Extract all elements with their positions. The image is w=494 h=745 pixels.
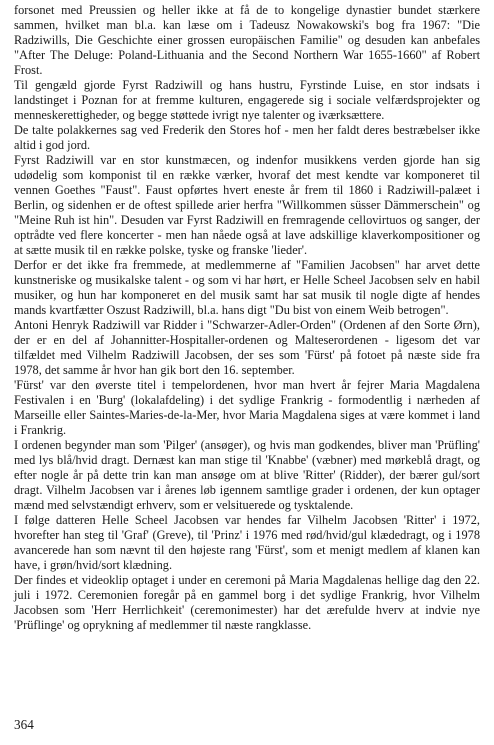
paragraph-9: I følge datteren Helle Scheel Jacobsen var hendes far Vilhelm Jacobsen 'Ritter' i 1972, hvorefter han steg til 'Graf' (Greve), til 'Prinz' i 1976 med rød/hvid/gul klædedragt, og i 1978 avancerede han som nævnt til den højeste rang 'Fürst', som et menigt medlem af klanen kan have, i grøn/hvid/sort klædning. bbox=[14, 513, 480, 572]
paragraph-2: Til gengæld gjorde Fyrst Radziwill og hans hustru, Fyrstinde Luise, en stor indsats i landstinget i Poznan for at fremme kulturen, engagerede sig i sociale velfærdsprojekter og menneskerettigheder, og begge støttede ivrigt nye talenter og iværksættere. bbox=[14, 78, 480, 122]
page-number: 364 bbox=[14, 717, 34, 732]
paragraph-7: 'Fürst' var den øverste titel i tempelordenen, hvor man hvert år fejrer Maria Magdalena Festivalen i en 'Burg' (lokalafdeling) i det sydlige Frankrig - formodentlig i nærheden af Marseille eller Saintes-Maries-de-la-Mer, hvor Maria Magdalena siges at være kommet i land i Frankrig. bbox=[14, 378, 480, 437]
paragraph-5: Derfor er det ikke fra fremmede, at medlemmerne af "Familien Jacobsen" har arvet dette kunstneriske og musikalske talent - og som vi har hørt, er Helle Scheel Jacobsen selv en habil musiker, og hun har komponeret en del musik samt har sat musik til nogle digte af hendes mands kvartfætter Oszust Radziwill, bl.a. hans digt "Du bist von einem Weib betrogen". bbox=[14, 258, 480, 317]
paragraph-1: forsonet med Preussien og heller ikke at få de to kongelige dynastier bundet stærkere sammen, hvilket man bl.a. kan læse om i Tadeusz Nowakowski's bog fra 1967: "Die Radziwills, Die Geschichte einer grossen europäischen Familie" og desuden kan anbefales "After The Deluge: Poland-Lithuania and the Second Northern War 1655-1660" af Robert Frost. bbox=[14, 3, 480, 77]
paragraph-10: Der findes et videoklip optaget i under en ceremoni på Maria Magdalenas hellige dag den 22. juli i 1972. Ceremonien foregår på en gammel borg i det sydlige Frankrig, hvor Vilhelm Jacobsen som 'Herr Herrlichkeit' (ceremonimester) har det ærefulde hverv at indvie nye 'Prüflinge' og oprykning af medlemmer til næste rangklasse. bbox=[14, 573, 480, 632]
paragraph-8: I ordenen begynder man som 'Pilger' (ansøger), og hvis man godkendes, bliver man 'Prüfling' med lys blå/hvid dragt. Dernæst kan man stige til 'Knabbe' (væbner) med mørkeblå dragt, og efter nogle år på dette trin kan man ansøge om at blive 'Ritter' (Ridder), der bærer gul/sort dragt. Vilhelm Jacobsen var i årenes løb igennem samtlige grader i ordenen, der kun optager mænd med selvstændigt erhverv, som er velsituerede og tysktalende. bbox=[14, 438, 480, 512]
paragraph-3: De talte polakkernes sag ved Frederik den Stores hof - men her faldt deres bestræbelser ikke altid i god jord. bbox=[14, 123, 480, 152]
paragraph-6: Antoni Henryk Radziwill var Ridder i "Schwarzer-Adler-Orden" (Ordenen af den Sorte Ørn), der er en del af Johannitter-Hospitaller-ordenen og Malteserordenen - ligesom det var tilfældet med Vilhelm Radziwill Jacobsen, der ses som 'Fürst' på fotoet på næste side fra 1978, det samme år hvor han gik bort den 16. september. bbox=[14, 318, 480, 377]
paragraph-4: Fyrst Radziwill var en stor kunstmæcen, og indenfor musikkens verden gjorde han sig udødelig som komponist til en række værker, hvoraf det mest kendte var komponeret til vennen Goethes "Faust". Faust opførtes hvert eneste år frem til 1860 i Radziwill-palæet i Berlin, og sidenhen er de oftest spillede arier herfra "Willkommen süsser Dämmerschein" og "Meine Ruh ist hin". Desuden var Fyrst Radziwill en fremragende cellovirtuos og sanger, der optrådte ved flere koncerter - men han nåede også at lave adskillige klaverkompositioner og at sætte musik til en række polske, tyske og franske 'lieder'. bbox=[14, 153, 480, 257]
